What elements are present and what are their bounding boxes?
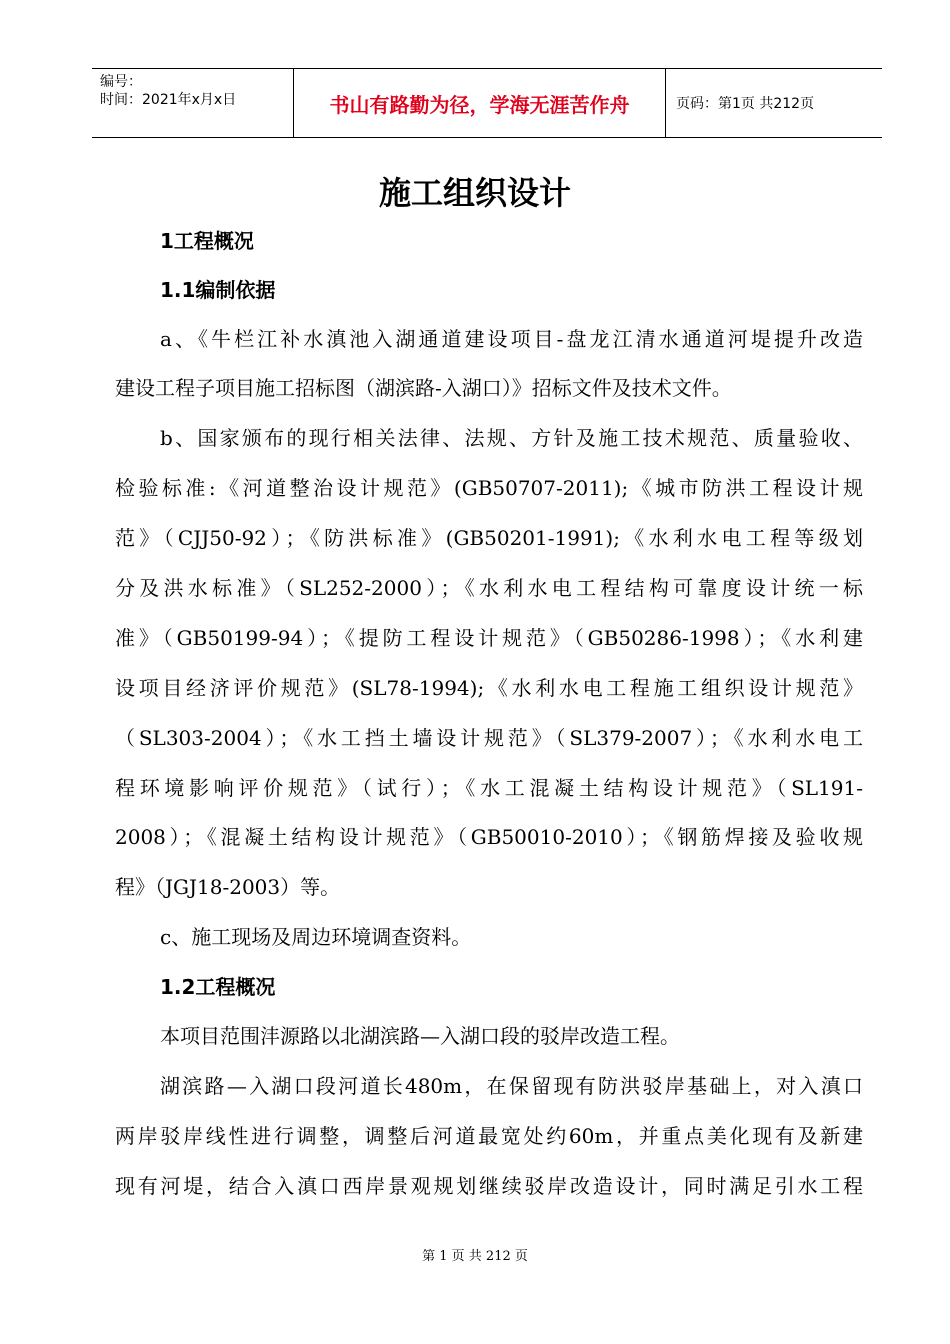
paragraph-line: （SL303-2004）；《水工挡土墙设计规范》（SL379-2007）；《水利水电工 <box>115 726 863 750</box>
paragraph-line: 2008）；《混凝土结构设计规范》（GB50010-2010）；《钢筋焊接及验收规 <box>115 825 863 849</box>
paragraph-line: 程环境影响评价规范》（试行）；《水工混凝土结构设计规范》（SL191- <box>115 776 863 800</box>
document-time: 时间：2021年x月x日 <box>100 92 237 108</box>
paragraph-line: 现有河堤，结合入滇口西岸景观规划继续驳岸改造设计，同时满足引水工程 <box>115 1174 863 1198</box>
paragraph-line: 设项目经济评价规范》(SL78-1994);《水利水电工程施工组织设计规范》 <box>115 676 863 700</box>
section-heading-1: 1工程概况 <box>160 229 254 253</box>
header-motto: 书山有路勤为径，学海无涯苦作舟 <box>293 69 666 137</box>
paragraph-line: 检验标准:《河道整治设计规范》(GB50707-2011);《城市防洪工程设计规 <box>115 476 863 500</box>
paragraph-line: 范》（CJJ50-92）；《防洪标准》(GB50201-1991);《水利水电工程等级划 <box>115 526 863 550</box>
paragraph-line: 分及洪水标准》（SL252-2000）；《水利水电工程结构可靠度设计统一标 <box>115 576 863 600</box>
page-header <box>92 68 882 138</box>
paragraph-line: a、《牛栏江补水滇池入湖通道建设项目-盘龙江清水通道河堤提升改造 <box>160 327 863 351</box>
paragraph-line: 程》（JGJ18-2003）等。 <box>115 875 341 899</box>
paragraph-line: 湖滨路—入湖口段河道长480m，在保留现有防洪驳岸基础上，对入滇口 <box>160 1074 863 1098</box>
section-heading-1-1: 1.1编制依据 <box>160 278 276 302</box>
paragraph-line: 建设工程子项目施工招标图（湖滨路-入湖口）》招标文件及技术文件。 <box>115 376 732 400</box>
header-meta <box>92 69 293 137</box>
paragraph-line: c、施工现场及周边环境调查资料。 <box>160 925 472 949</box>
paragraph-line: 本项目范围沣源路以北湖滨路—入湖口段的驳岸改造工程。 <box>160 1024 680 1048</box>
document-title: 施工组织设计 <box>378 174 571 212</box>
section-heading-1-2: 1.2工程概况 <box>160 975 276 999</box>
page-footer: 第 1 页 共 212 页 <box>422 1249 528 1264</box>
paragraph-line: 两岸驳岸线性进行调整，调整后河道最宽处约60m，并重点美化现有及新建 <box>115 1124 863 1148</box>
document-number-label: 编号： <box>100 74 142 90</box>
paragraph-line: b、国家颁布的现行相关法律、法规、方针及施工技术规范、质量验收、 <box>160 426 863 450</box>
header-page-info: 页码：第1页 共212页 <box>676 96 815 112</box>
paragraph-line: 准》（GB50199-94）；《提防工程设计规范》（GB50286-1998）；《水利建 <box>115 626 863 650</box>
